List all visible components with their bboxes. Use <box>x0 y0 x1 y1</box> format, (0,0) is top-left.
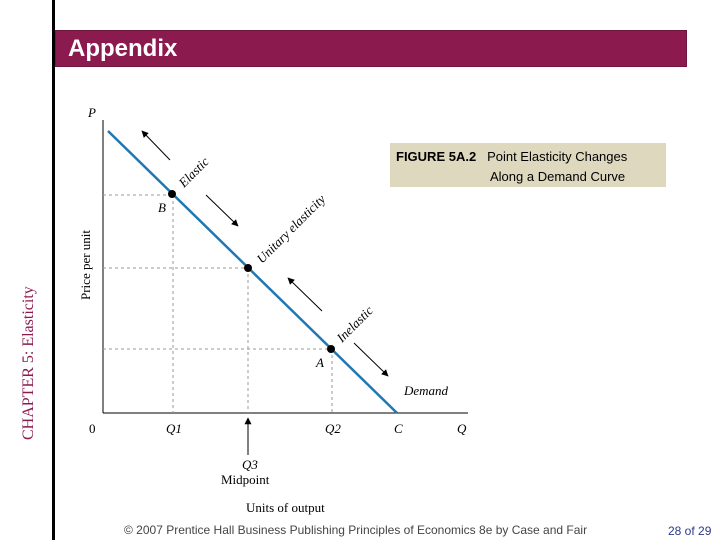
inelastic-arrow-up <box>288 278 322 311</box>
chapter-label: CHAPTER 5: Elasticity <box>20 286 37 440</box>
figure-caption-line1 <box>396 149 627 164</box>
figure-title-line1: Point Elasticity Changes <box>487 149 628 164</box>
figure-title-line2: Along a Demand Curve <box>490 169 626 184</box>
tick-q1: Q1 <box>166 421 182 436</box>
demand-label: Demand <box>404 383 449 398</box>
figure-caption <box>390 143 666 187</box>
elastic-arrow-down <box>206 195 238 226</box>
page-number: 28 of 29 <box>668 524 712 538</box>
tick-c: C <box>394 421 403 436</box>
slide-title: Appendix <box>68 35 178 62</box>
inelastic-label: Inelastic <box>333 302 376 346</box>
footer-text: © 2007 Prentice Hall Business Publishing Principles of Economics 8e by Case and Fair <box>124 523 588 537</box>
point-b-label: B <box>158 200 166 215</box>
point-b-marker <box>168 190 176 198</box>
tick-q3: Q3 <box>242 457 258 472</box>
x-axis-label: Units of output <box>246 500 325 515</box>
origin-label: 0 <box>89 421 96 436</box>
tick-q2: Q2 <box>325 421 341 436</box>
elastic-arrow-up <box>142 131 170 160</box>
figure-number: FIGURE 5A.2 <box>396 149 477 164</box>
point-a-marker <box>327 345 335 353</box>
point-a-label: A <box>316 355 324 370</box>
y-axis-top-label: P <box>88 105 96 120</box>
x-axis-end-label: Q <box>457 421 467 436</box>
midpoint-label: Midpoint <box>221 472 270 487</box>
y-axis-label: Price per unit <box>78 229 93 300</box>
elastic-label: Elastic <box>175 153 212 191</box>
midpoint-marker <box>244 264 252 272</box>
unitary-label: Unitary elasticity <box>253 191 329 267</box>
demand-curve <box>108 131 397 413</box>
inelastic-arrow-down <box>354 343 388 376</box>
